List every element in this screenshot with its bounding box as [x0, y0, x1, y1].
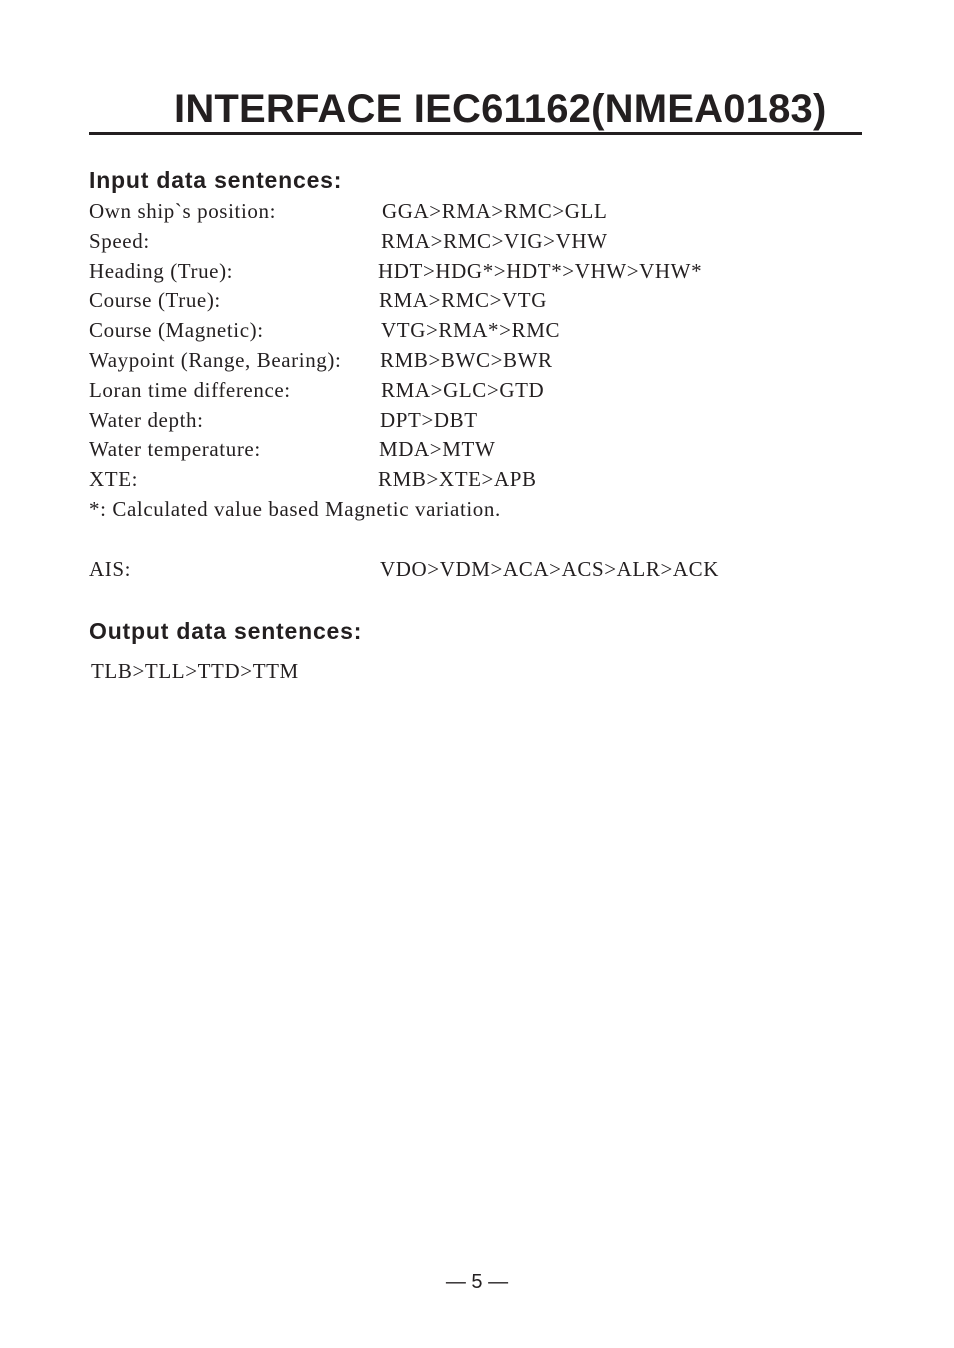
output-sentences: TLB>TLL>TTD>TTM [91, 659, 299, 683]
row-label: Loran time difference: [89, 377, 291, 402]
row-value: VDO>VDM>ACA>ACS>ALR>ACK [380, 557, 720, 581]
footnote: *: Calculated value based Magnetic variation. [89, 497, 501, 521]
page-number: — 5 — [445, 1271, 509, 1293]
row-label: Water depth: [89, 407, 204, 432]
input-section-heading: Input data sentences: [89, 167, 343, 193]
output-section-heading: Output data sentences: [89, 618, 363, 644]
row-label: Course (True): [89, 288, 221, 313]
row-value: DPT>DBT [380, 407, 478, 432]
row-value: HDT>HDG*>HDT*>VHW>VHW* [378, 258, 703, 283]
input-row-loran-time-difference [89, 376, 869, 406]
row-label: Course (Magnetic): [89, 318, 264, 343]
row-value: MDA>MTW [379, 437, 496, 462]
row-value: RMA>RMC>VTG [379, 288, 547, 313]
input-row-water-temperature [89, 435, 869, 465]
row-value: RMB>BWC>BWR [380, 347, 553, 372]
input-row-heading-true [89, 257, 869, 287]
row-label: Heading (True): [89, 258, 234, 283]
input-row-ais [89, 555, 869, 585]
input-row-course-magnetic [89, 316, 869, 346]
row-value: RMB>XTE>APB [378, 467, 537, 492]
input-row-waypoint [89, 346, 869, 376]
row-label: XTE: [89, 467, 139, 492]
row-value: GGA>RMA>RMC>GLL [382, 199, 608, 223]
input-row-water-depth [89, 406, 869, 436]
input-row-course-true [89, 286, 869, 316]
row-label: Own ship`s position: [89, 199, 277, 223]
page-title: INTERFACE IEC61162(NMEA0183) [174, 87, 827, 131]
row-label: Speed: [89, 228, 150, 253]
title-underline [89, 132, 862, 135]
row-value: RMA>RMC>VIG>VHW [381, 228, 608, 253]
input-row-speed [89, 227, 869, 257]
row-label: Waypoint (Range, Bearing): [89, 347, 342, 372]
input-row-own-ship-position [89, 197, 869, 227]
row-value: VTG>RMA*>RMC [381, 318, 561, 343]
row-label: Water temperature: [89, 437, 261, 462]
row-label: AIS: [89, 557, 132, 581]
input-sentence-list [89, 197, 869, 495]
row-value: RMA>GLC>GTD [381, 377, 545, 402]
input-row-xte [89, 465, 869, 495]
